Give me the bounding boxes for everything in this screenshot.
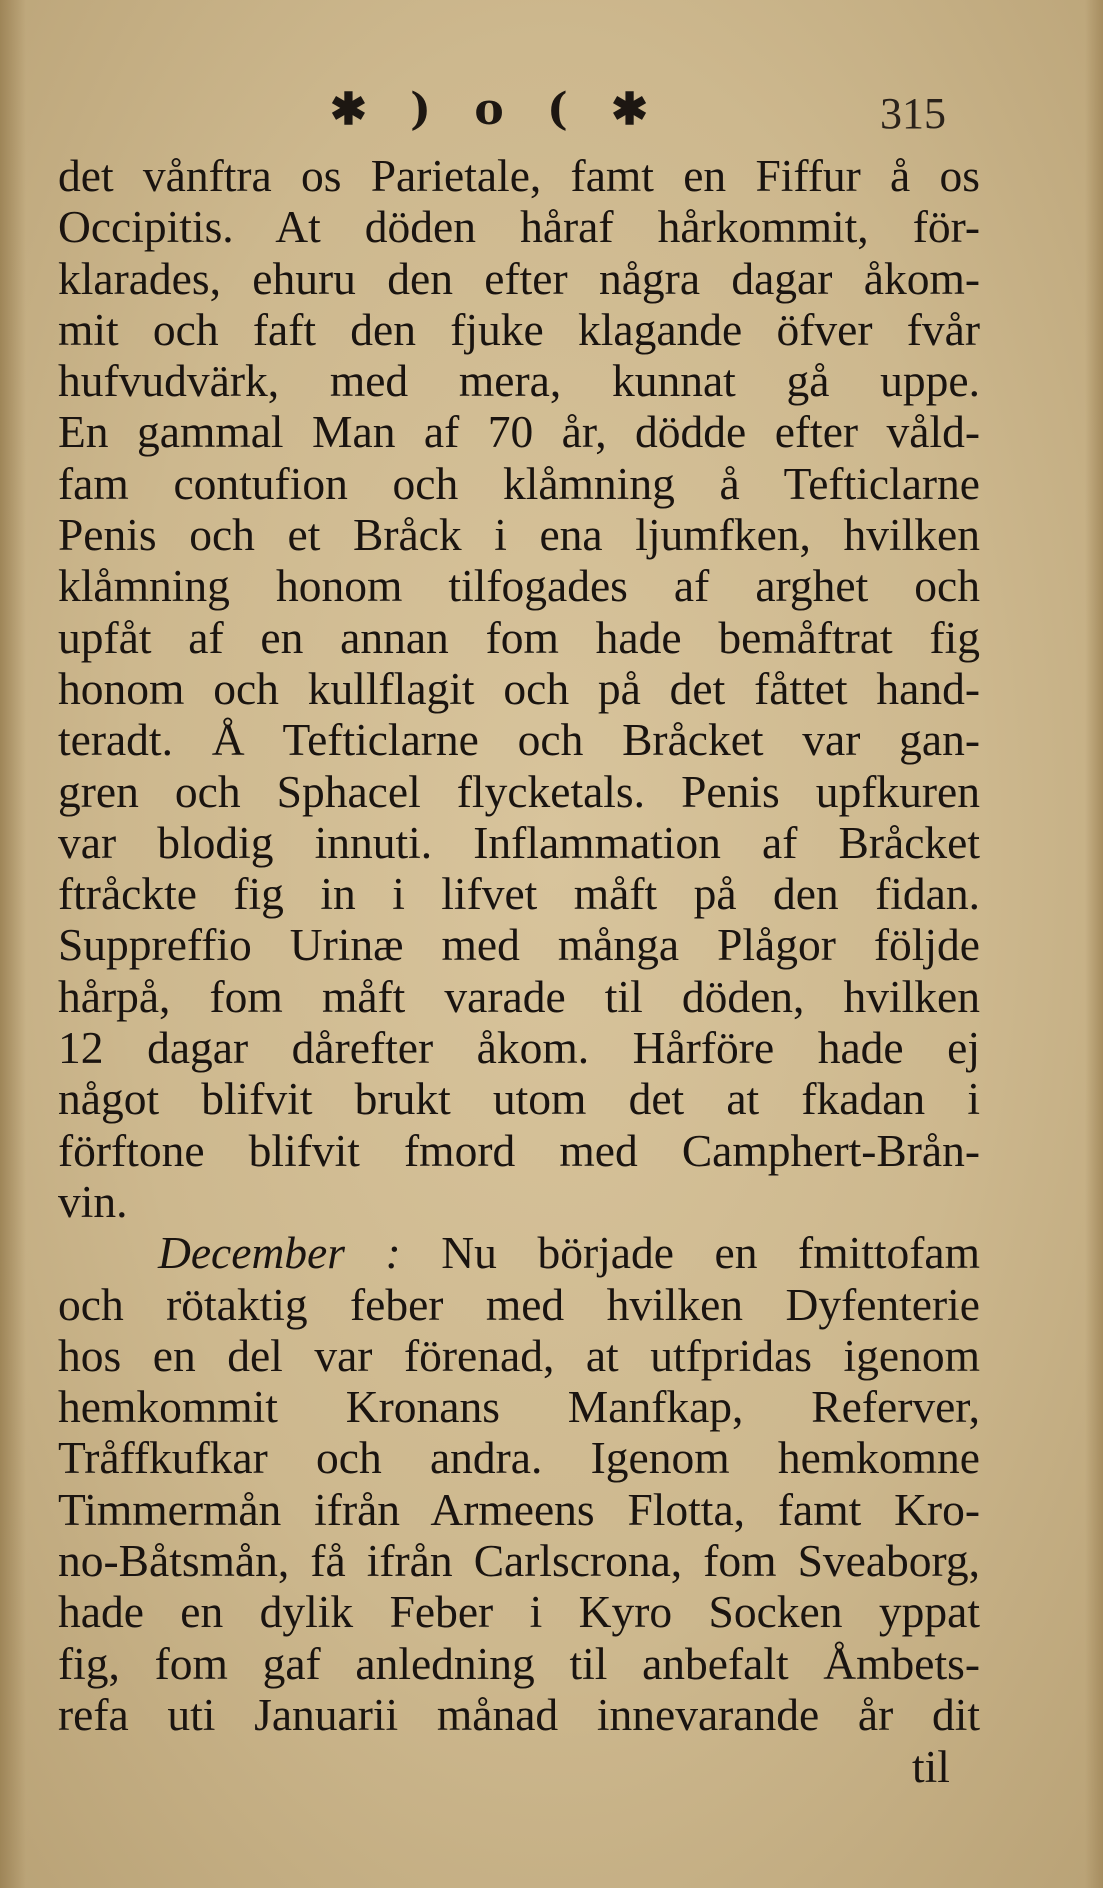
page-header: [0, 84, 1103, 144]
text-line-rest: Nu började en fmittofam: [441, 1227, 981, 1279]
text-line: och rötaktig feber med hvilken Dyfenterie: [58, 1278, 980, 1330]
running-head-ornament: ✱ ) o ( ✱: [330, 84, 662, 135]
text-line: refa uti Januarii månad innevarande år dit: [58, 1688, 980, 1740]
text-line: var blodig innuti. Inflammation af Bråcket: [58, 816, 980, 868]
text-line: mit och faft den fjuke klagande öfver fvår: [58, 303, 980, 355]
text-line: upfåt af en annan fom hade bemåftrat fig: [58, 611, 980, 663]
text-line: hos en del var förenad, at utfpridas igenom: [58, 1329, 980, 1381]
text-line: ftråckte fig in i lifvet måft på den fidan.: [58, 868, 980, 920]
month-label: December :: [158, 1227, 401, 1279]
text-line: klarades, ehuru den efter några dagar åkom-: [58, 252, 980, 304]
text-line: fam contufion och klåmning å Tefticlarne: [58, 457, 980, 509]
text-line: honom och kullflagit och på det fåttet hand-: [58, 662, 980, 714]
text-line: Occipitis. At döden håraf hårkommit, för-: [58, 201, 980, 253]
text-line: Suppreffio Urinæ med många Plågor följde: [58, 919, 980, 971]
text-line: Tråffkufkar och andra. Igenom hemkomne: [58, 1432, 980, 1484]
text-line: hårpå, fom måft varade til döden, hvilken: [58, 970, 980, 1022]
text-line: förftone blifvit fmord med Camphert-Brån-: [58, 1124, 980, 1176]
text-line: Penis och et Bråck i ena ljumfken, hvilken: [58, 509, 980, 561]
body-text: [58, 150, 980, 1740]
text-line: något blifvit brukt utom det at fkadan i: [58, 1073, 980, 1125]
text-line: 12 dagar dårefter åkom. Hårföre hade ej: [58, 1022, 980, 1074]
text-line: gren och Sphacel flycketals. Penis upfkuren: [58, 765, 980, 817]
text-line: hemkommit Kronans Manfkap, Referver,: [58, 1381, 980, 1433]
text-line: Timmermån ifrån Armeens Flotta, famt Kro-: [58, 1483, 980, 1535]
catchword: til: [912, 1741, 950, 1792]
page-edge-shadow-right: [1085, 0, 1103, 1888]
text-line: hade en dylik Feber i Kyro Socken yppat: [58, 1586, 980, 1638]
text-line: no-Båtsmån, få ifrån Carlscrona, fom Sveaborg,: [58, 1535, 980, 1587]
text-line: teradt. Å Tefticlarne och Bråcket var gan-: [58, 714, 980, 766]
text-line: vin.: [58, 1175, 128, 1227]
text-line: hufvudvärk, med mera, kunnat gå uppe.: [58, 355, 980, 407]
page-number: 315: [880, 89, 946, 138]
text-line: fig, fom gaf anledning til anbefalt Åmbets-: [58, 1637, 980, 1689]
text-line-december: [58, 1227, 980, 1278]
text-line: det vånftra os Parietale, famt en Fiffur å os: [58, 150, 980, 201]
page-edge-shadow-left: [0, 0, 26, 1888]
text-line: klåmning honom tilfogades af arghet och: [58, 560, 980, 612]
text-line: En gammal Man af 70 år, dödde efter våld-: [58, 406, 980, 458]
